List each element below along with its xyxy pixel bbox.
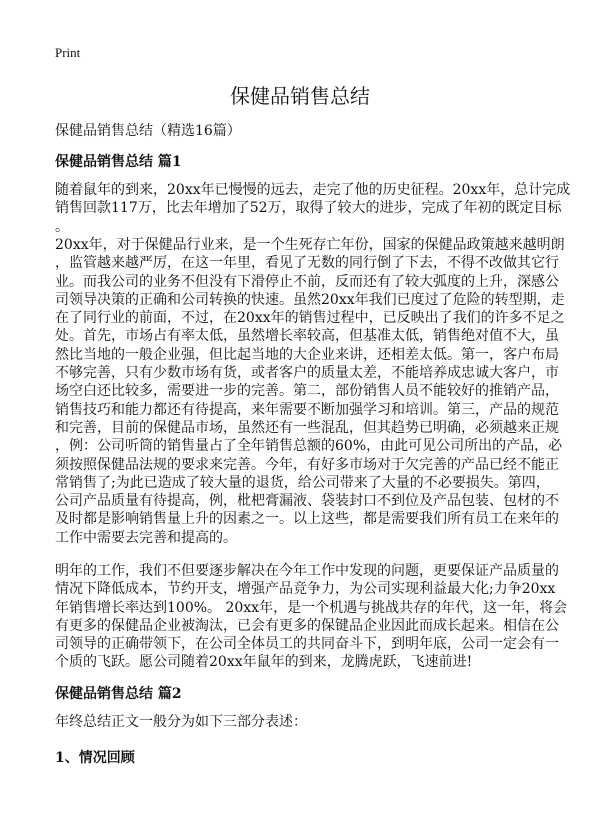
subheading-situation-review: 1、情况回顾 bbox=[55, 750, 135, 766]
text-line: 须按照保健品法规的要求来完善。今年，有好多市场对于欠完善的产品已经不能正 bbox=[55, 456, 559, 473]
text-line: 公司产品质量有待提高，例，枇杷膏漏液、袋装封口不到位及产品包装、包材的不 bbox=[55, 493, 559, 510]
text-line: 年销售增长率达到100%。 20xx年，是一个机遇与挑战共存的年代，这一年，将会 bbox=[55, 599, 568, 616]
text-line: 常销售了;为此已造成了较大量的退货，给公司带来了大量的不必要损失。第四， bbox=[55, 474, 550, 491]
print-link[interactable]: Print bbox=[55, 45, 81, 60]
text-line: 个质的飞跃。愿公司随着20xx年鼠年的到来，龙腾虎跃，飞速前进! bbox=[55, 654, 473, 671]
paragraph bbox=[55, 181, 571, 236]
paragraph bbox=[55, 236, 565, 547]
text-line: 情况下降低成本，节约开支，增强产品竞争力，为公司实现利益最大化;力争20xx bbox=[55, 581, 556, 598]
text-line: 场空白还比较多，需要进一步的完善。第二，部份销售人员不能较好的推销产品， bbox=[55, 383, 559, 400]
text-line: ，例：公司听筒的销售量占了全年销售总额的60%，由此可见公司所出的产品，必 bbox=[55, 438, 563, 455]
text-line: 然比当地的一般企业强，但比起当地的大企业来讲，还相差太低。第一，客户布局 bbox=[55, 346, 559, 363]
text-line: 在了同行业的前面，不过，在20xx年的销售过程中，已反映出了我们的许多不足之 bbox=[55, 310, 565, 327]
text-line: 工作中需要去完善和提高的。 bbox=[55, 529, 237, 546]
document-subtitle: 保健品销售总结（精选16篇） bbox=[55, 123, 241, 139]
text-line: 业。而我公司的业务不但没有下滑停止不前，反而还有了较大弧度的上升，深感公 bbox=[55, 273, 559, 290]
text-line: 。 bbox=[55, 218, 69, 235]
text-line: 明年的工作，我们不但要逐步解决在今年工作中发现的问题，更要保证产品质量的 bbox=[55, 563, 559, 579]
text-line: 不够完善，只有少数市场有货，或者客户的质量太差，不能培养成忠诚大客户，市 bbox=[55, 365, 559, 382]
section-heading-1: 保健品销售总结 篇1 bbox=[55, 154, 182, 170]
text-line: 司领导决策的正确和公司转换的快速。虽然20xx年我们已度过了危险的转型期，走 bbox=[55, 291, 565, 308]
text-line: 有更多的保健品企业被淘汰，已会有更多的保键品企业因此而成长起来。相信在公 bbox=[55, 617, 559, 634]
text-line: 随着鼠年的到来，20xx年已慢慢的远去，走完了他的历史征程。20xx年，总计完成 bbox=[55, 182, 571, 198]
section-heading-2: 保健品销售总结 篇2 bbox=[55, 686, 182, 702]
text-line: 司领导的正确带领下，在公司全体员工的共同奋斗下，到明年底，公司一定会有一 bbox=[55, 636, 559, 653]
text-line: 处。首先，市场占有率太低，虽然增长率较高，但基准太低，销售绝对值不大，虽 bbox=[55, 328, 559, 345]
text-line: ，监管越来越严厉，在这一年里，看见了无数的同行倒了下去，不得不改做其它行 bbox=[55, 255, 559, 272]
text-line: 20xx年，对于保健品行业来，是一个生死存亡年份，国家的保健品政策越来越明朗 bbox=[55, 237, 565, 253]
paragraph bbox=[55, 562, 568, 672]
text-line: 和完善，目前的保健品市场，虽然还有一些混乱，但其趋势已明确，必须越来正规 bbox=[55, 419, 559, 436]
text-line: 销售回款117万，比去年增加了52万，取得了较大的进步，完成了年初的既定目标 bbox=[55, 200, 562, 217]
document-title: 保健品销售总结 bbox=[230, 84, 370, 108]
section2-intro: 年终总结正文一般分为如下三部分表述： bbox=[55, 714, 307, 730]
text-line: 及时都是影响销售量上升的因素之一。以上这些，都是需要我们所有员工在来年的 bbox=[55, 511, 559, 528]
text-line: 销售技巧和能力都还有待提高，来年需要不断加强学习和培训。第三，产品的规范 bbox=[55, 401, 559, 418]
